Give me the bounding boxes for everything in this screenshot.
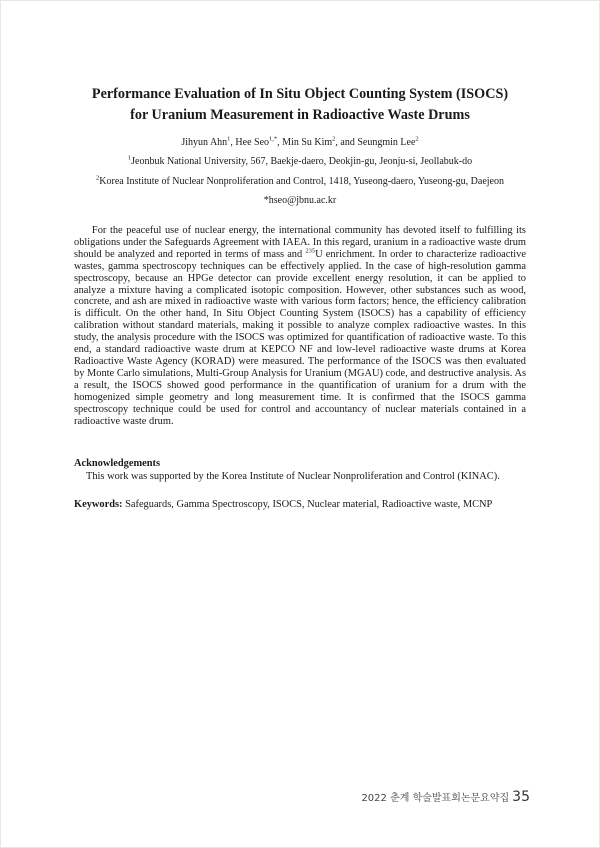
- author-name: Jihyun Ahn: [181, 137, 228, 148]
- author-name: Seungmin Lee: [357, 137, 416, 148]
- author-separator: ,: [277, 137, 283, 148]
- affiliation-text: Jeonbuk National University, 567, Baekje-daero, Deokjin-gu, Jeonju-si, Jeollabuk-do: [131, 156, 473, 167]
- author-name: Min Su Kim: [282, 137, 333, 148]
- title-line-1: Performance Evaluation of In Situ Object Counting System (ISOCS): [91, 86, 509, 102]
- author-affil-sup: 2: [415, 135, 419, 143]
- author-affil-sup: 1: [227, 135, 231, 143]
- author-separator: , and: [335, 137, 358, 148]
- isotope-sup: 235: [305, 247, 316, 255]
- author-affil-sup: 1,*: [269, 135, 278, 143]
- author-separator: ,: [230, 137, 236, 148]
- keywords-text: Safeguards, Gamma Spectroscopy, ISOCS, Nuclear material, Radioactive waste, MCNP: [125, 499, 493, 510]
- paper-title: [40, 84, 560, 126]
- affiliation-text: Korea Institute of Nuclear Nonproliferation and Control, 1418, Yuseong-daero, Yuseong-gu, Daejeon: [99, 176, 504, 187]
- abstract: [74, 225, 526, 427]
- acknowledgements-heading: Acknowledgements: [74, 458, 161, 469]
- abstract-part-1: For the peaceful use of nuclear energy, the international community has devoted itself to fulfilling its obligations under the Safeguards Agreement with IAEA. In this regard, uranium in a radioactive waste drum should be analyzed and reported in terms of mass and: [74, 225, 526, 260]
- affiliation-1: [0, 156, 600, 167]
- page-footer: [361, 789, 530, 805]
- affiliation-sup: 1: [127, 154, 132, 162]
- keywords: [74, 499, 492, 510]
- author-affil-sup: 2: [332, 135, 336, 143]
- acknowledgements-text: This work was supported by the Korea Institute of Nuclear Nonproliferation and Control (KINAC).: [86, 471, 500, 482]
- author-name: Hee Seo: [235, 137, 270, 148]
- keywords-label: Keywords:: [74, 499, 123, 510]
- affiliation-sup: 2: [96, 174, 100, 182]
- page-number: 35: [512, 789, 530, 805]
- title-line-2: for Uranium Measurement in Radioactive Waste Drums: [130, 107, 470, 123]
- abstract-part-2: U enrichment. In order to characterize radioactive wastes, gamma spectroscopy techniques can be effectively applied. In the case of high-resolution gamma spectroscopy, because an HPGe detector can provide excellent energy resolution, it can be applied to analyze a mixture having a complicated isotopic composition. However, other substances such as wood, concrete, and ash are mixed in radioactive waste with various form factors; hence, the efficiency calibration is difficult. On the other hand, In Situ Object Counting System (ISOCS) has a capability of efficiency calibration without standard materials, making it possible to analyze complex radioactive wastes. In this study, the analysis procedure with the ISOCS was optimized for quantification of radioactive waste. To this end, a standard radioactive waste drum at KEPCO NF and low-level radioactive waste drums at Korea Radioactive Waste Agency (KORAD) were measured. The performance of the ISOCS was then evaluated by Monte Carlo simulations, Multi-Group Analysis for Uranium (MGAU) code, and destructive analysis. As a result, the ISOCS showed good performance in the quantification of uranium for a drum with the homogenized simple geometry and long measurement time. It is confirmed that the ISOCS gamma spectroscopy technique could be used for control and accountancy of nuclear materials contained in a radioactive waste drum.: [74, 248, 526, 427]
- author-list: [0, 137, 600, 148]
- affiliation-2: [0, 176, 600, 187]
- corresponding-email: *hseo@jbnu.ac.kr: [263, 195, 337, 206]
- footer-text: 2022 춘계 학술발표회논문요약집: [361, 793, 510, 804]
